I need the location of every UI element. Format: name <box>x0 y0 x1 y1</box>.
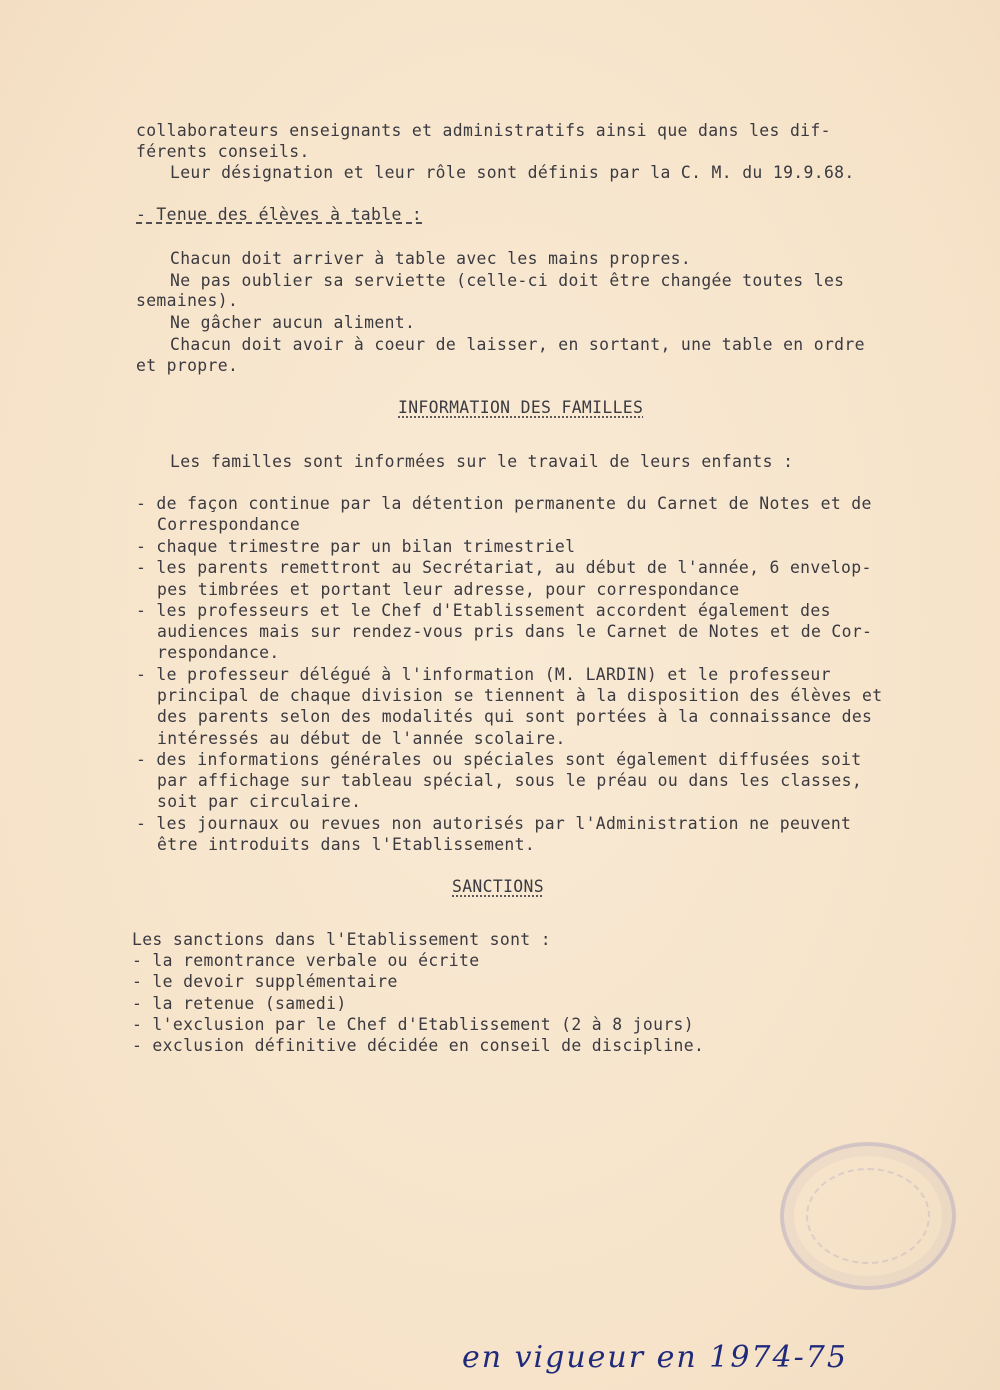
text-line: semaines). <box>136 291 239 310</box>
handwritten-note: en vigueur en 1974-75 <box>462 1340 848 1375</box>
section-title-sanctions: SANCTIONS <box>452 877 544 896</box>
text-line: des parents selon des modalités qui sont portées à la connaissance des <box>157 707 873 726</box>
list-item: - les professeurs et le Chef d'Etablissement accordent également des <box>136 601 831 620</box>
text-line: Leur désignation et leur rôle sont définis par la C. M. du 19.9.68. <box>170 163 855 182</box>
section-title-information-des-familles: INFORMATION DES FAMILLES <box>398 398 644 417</box>
text-line: principal de chaque division se tiennent à la disposition des élèves et <box>157 686 883 705</box>
list-item: - le professeur délégué à l'information (M. LARDIN) et le professeur <box>136 665 831 684</box>
list-item: - les journaux ou revues non autorisés par l'Administration ne peuvent <box>136 814 852 833</box>
list-item: - les parents remettront au Secrétariat, au début de l'année, 6 envelop- <box>136 558 872 577</box>
text-line: Chacun doit arriver à table avec les mains propres. <box>170 249 692 268</box>
text-line: pes timbrées et portant leur adresse, pour correspondance <box>157 580 740 599</box>
text-line: être introduits dans l'Etablissement. <box>157 835 536 854</box>
text-line: Les sanctions dans l'Etablissement sont : <box>132 930 551 949</box>
text-line: collaborateurs enseignants et administratifs ainsi que dans les dif- <box>136 121 831 140</box>
text-line: par affichage sur tableau spécial, sous le préau ou dans les classes, <box>157 771 863 790</box>
archive-stamp <box>780 1142 956 1290</box>
text-line: et propre. <box>136 356 239 375</box>
text-line: Ne pas oublier sa serviette (celle-ci doit être changée toutes les <box>170 271 845 290</box>
text-line: audiences mais sur rendez-vous pris dans le Carnet de Notes et de Cor- <box>157 622 873 641</box>
list-item: - la retenue (samedi) <box>132 994 347 1013</box>
text-line: intéressés au début de l'année scolaire. <box>157 729 566 748</box>
text-line: Ne gâcher aucun aliment. <box>170 313 416 332</box>
list-item: - chaque trimestre par un bilan trimestriel <box>136 537 576 556</box>
list-item: - la remontrance verbale ou écrite <box>132 951 480 970</box>
text-line: Les familles sont informées sur le travail de leurs enfants : <box>170 452 794 471</box>
list-item: - l'exclusion par le Chef d'Etablissement (2 à 8 jours) <box>132 1015 694 1034</box>
list-item: - de façon continue par la détention permanente du Carnet de Notes et de <box>136 494 872 513</box>
text-line: Correspondance <box>157 515 301 534</box>
text-line: soit par circulaire. <box>157 792 362 811</box>
list-item: - le devoir supplémentaire <box>132 972 398 991</box>
list-item: - des informations générales ou spéciales sont également diffusées soit <box>136 750 862 769</box>
list-item: - exclusion définitive décidée en conseil de discipline. <box>132 1036 705 1055</box>
text-line: férents conseils. <box>136 142 310 161</box>
archive-stamp-ring <box>806 1168 930 1264</box>
text-line: respondance. <box>157 643 280 662</box>
text-line: Chacun doit avoir à coeur de laisser, en sortant, une table en ordre <box>170 335 865 354</box>
section-heading-table: - Tenue des élèves à table : <box>136 205 423 224</box>
